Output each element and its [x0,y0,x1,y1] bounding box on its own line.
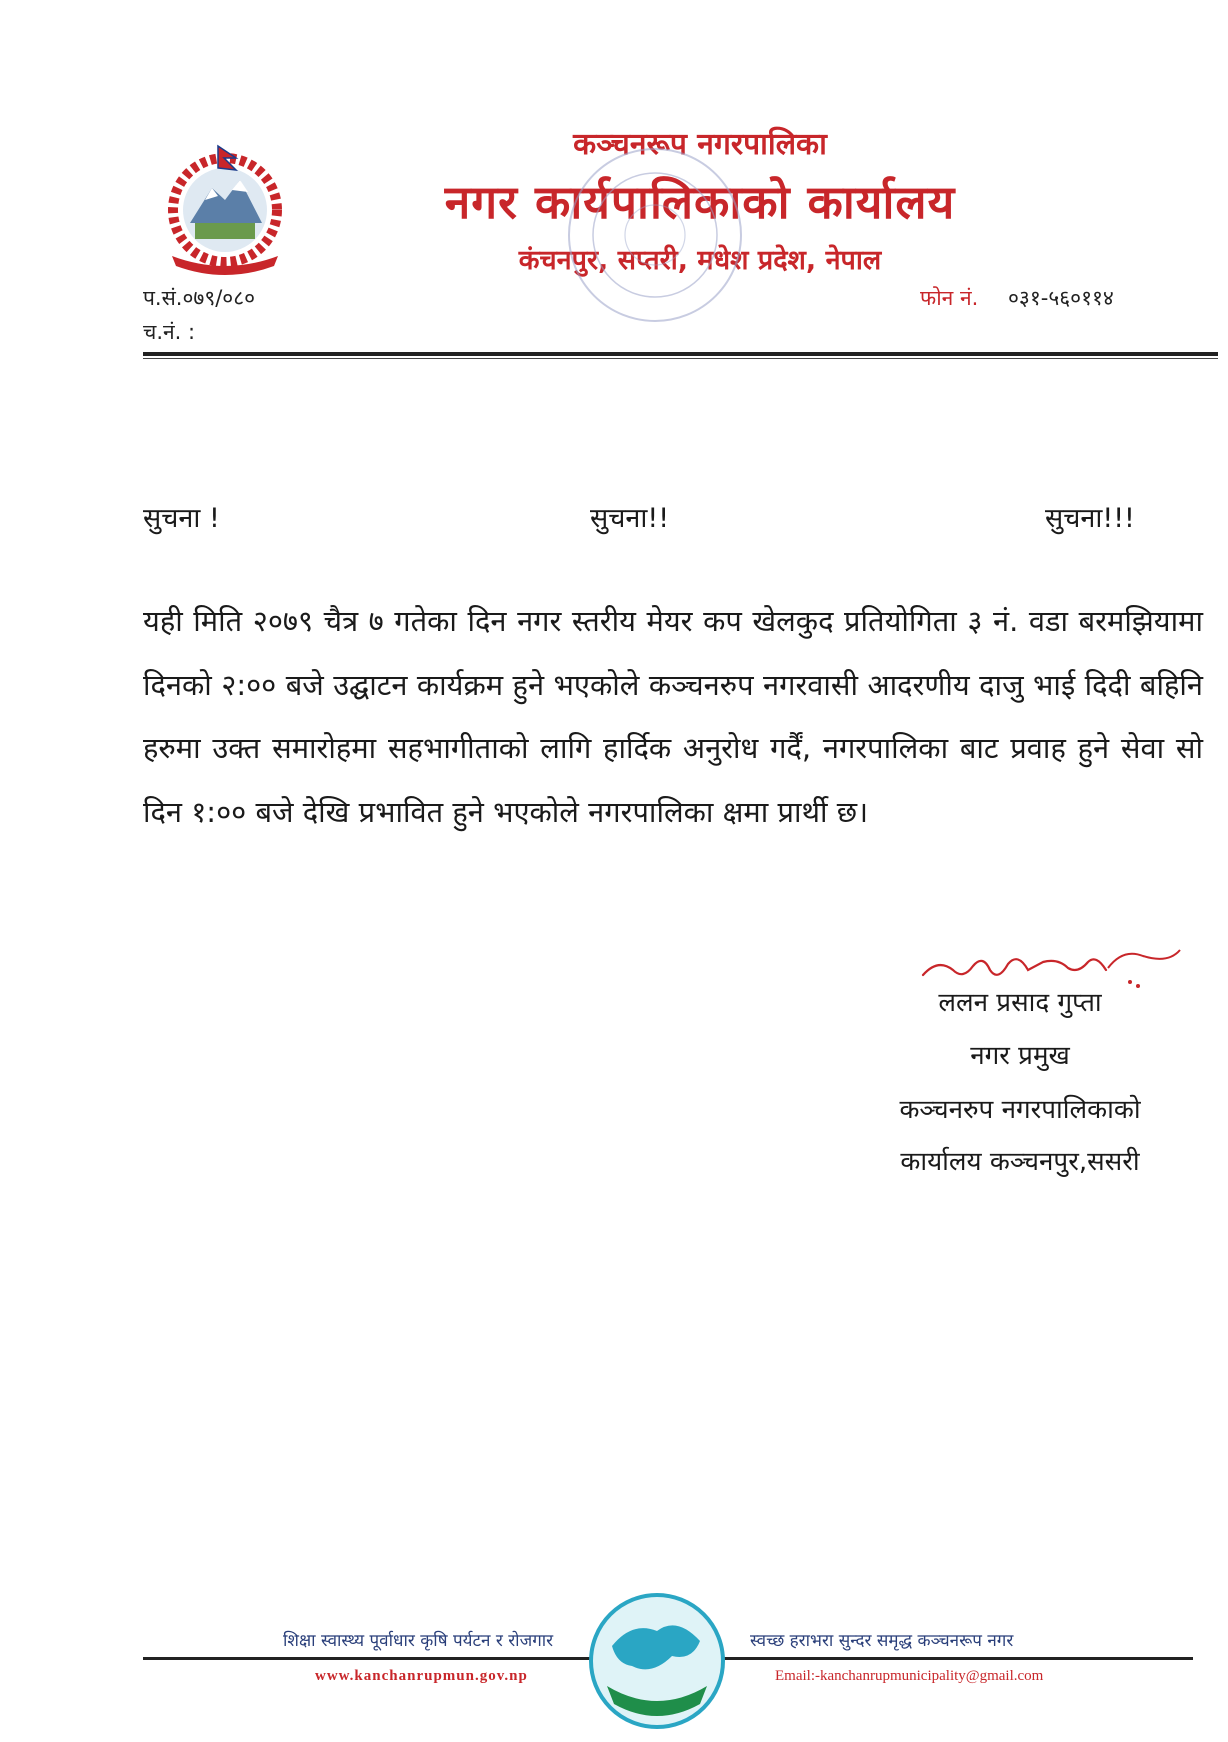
notice-heading-left: सुचना ! [143,503,220,534]
notice-heading-center: सुचना!! [590,503,670,534]
signatory-name: ललन प्रसाद गुप्ता [938,988,1102,1018]
header-divider-thin [143,358,1218,359]
notice-heading-right: सुचना!!! [1045,503,1135,534]
footer-email-link[interactable]: Email:-kanchanrupmunicipality@gmail.com [775,1668,1044,1684]
office-seal-stamp [560,140,750,330]
office-address: कंचनपुर, सप्तरी, मधेश प्रदेश, नेपाल [518,245,882,276]
signatory-location: कार्यालय कञ्चनपुर,ससरी [900,1147,1140,1177]
signatory-organization: कञ्चनरुप नगरपालिकाको [899,1095,1141,1125]
footer-slogan-right: स्वच्छ हराभरा सुन्दर समृद्ध कञ्चनरूप नगर [750,1631,1014,1651]
phone-number: ०३१-५६०११४ [1008,286,1114,310]
notice-body: यही मिति २०७९ चैत्र ७ गतेका दिन नगर स्तरीय मेयर कप खेलकुद प्रतियोगिता ३ नं. वडा बरमझियामा दिनको २:०० बजे उद्घाटन कार्यक्रम हुने भएकोले कञ्चनरुप नगरवासी आदरणीय दाजु भाई दिदी बहिनि हरुमा उक्त समारोहमा सहभागीताको लागि हार्दिक अनुरोध गर्दैं, नगरपालिका बाट प्रवाह हुने सेवा सो दिन १:०० बजे देखि प्रभावित हुने भएकोले नगरपालिका क्षमा प्रार्थी छ। [143,604,1203,829]
globe-logo-icon [582,1586,732,1736]
reference-number: प.सं.०७९/०८० [143,286,256,310]
municipality-name: कञ्चनरूप नगरपालिका [573,127,827,162]
footer-slogan-left: शिक्षा स्वास्थ्य पूर्वाधार कृषि पर्यटन र रोजगार [283,1631,554,1651]
dispatch-number: च.नं. : [143,320,196,344]
nepal-emblem-icon [150,138,300,278]
footer-website-link[interactable]: www.kanchanrupmun.gov.np [315,1668,528,1684]
office-title: नगर कार्यपालिकाको कार्यालय [444,175,956,229]
header-divider [143,352,1218,356]
signatory-title: नगर प्रमुख [970,1041,1070,1071]
phone-label: फोन नं. [920,286,979,310]
